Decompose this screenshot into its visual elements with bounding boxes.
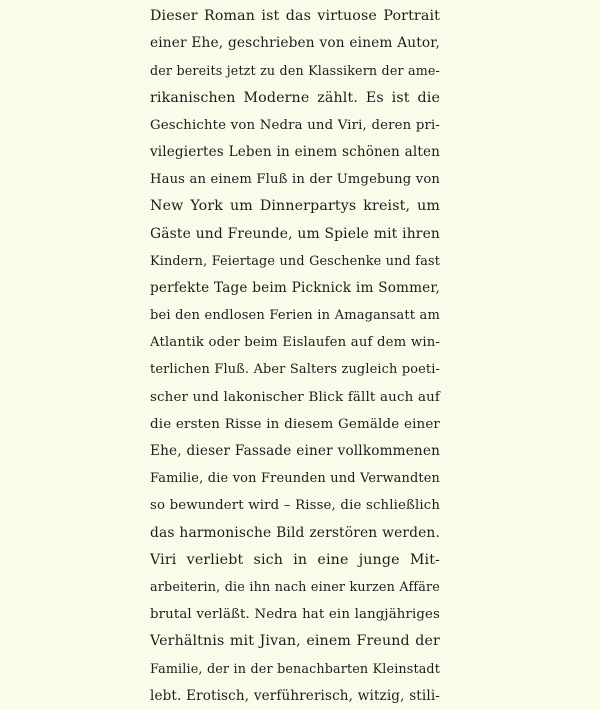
text-line: lebt. Erotisch, verführerisch, witzig, stili- xyxy=(150,687,440,704)
text-line: arbeiterin, die ihn nach einer kurzen Affäre xyxy=(150,579,440,595)
text-line: so bewundert wird – Risse, die schließlich xyxy=(150,498,440,514)
text-line: brutal verläßt. Nedra hat ein langjähriges xyxy=(150,607,440,623)
text-line: New York um Dinnerpartys kreist, um xyxy=(150,198,440,215)
text-line: Gäste und Freunde, um Spiele mit ihren xyxy=(150,225,440,242)
text-line: der bereits jetzt zu den Klassikern der ame- xyxy=(150,63,440,79)
text-line: Kindern, Feiertage und Geschenke und fast xyxy=(150,253,440,269)
text-line: einer Ehe, geschrieben von einem Autor, xyxy=(150,35,440,52)
text-line: Viri verliebt sich in eine junge Mit- xyxy=(150,551,440,568)
text-line: terlichen Fluß. Aber Salters zugleich poeti- xyxy=(150,362,440,378)
text-line: scher und lakonischer Blick fällt auch auf xyxy=(150,389,440,405)
text-line: perfekte Tage beim Picknick im Sommer, xyxy=(150,279,440,296)
text-line: Familie, der in der benachbarten Kleinstadt xyxy=(150,661,440,677)
text-line: das harmonische Bild zerstören werden. xyxy=(150,524,440,541)
text-line: Haus an einem Fluß in der Umgebung von xyxy=(150,172,440,188)
text-line: Atlantik oder beim Eislaufen auf dem win- xyxy=(150,335,440,351)
blurb-text xyxy=(150,3,440,710)
text-line: Ehe, dieser Fassade einer vollkommenen xyxy=(150,443,440,459)
text-line: Geschichte von Nedra und Viri, deren pri- xyxy=(150,117,440,133)
text-line: Verhältnis mit Jivan, einem Freund der xyxy=(150,633,440,650)
text-line: die ersten Risse in diesem Gemälde einer xyxy=(150,416,440,432)
text-line: bei den endlosen Ferien in Amagansatt am xyxy=(150,308,440,324)
text-line: Dieser Roman ist das virtuose Portrait xyxy=(150,8,440,24)
text-line: rikanischen Moderne zählt. Es ist die xyxy=(150,89,440,106)
text-line: vilegiertes Leben in einem schönen alten xyxy=(150,143,440,160)
text-line: Familie, die von Freunden und Verwandten xyxy=(150,471,440,487)
